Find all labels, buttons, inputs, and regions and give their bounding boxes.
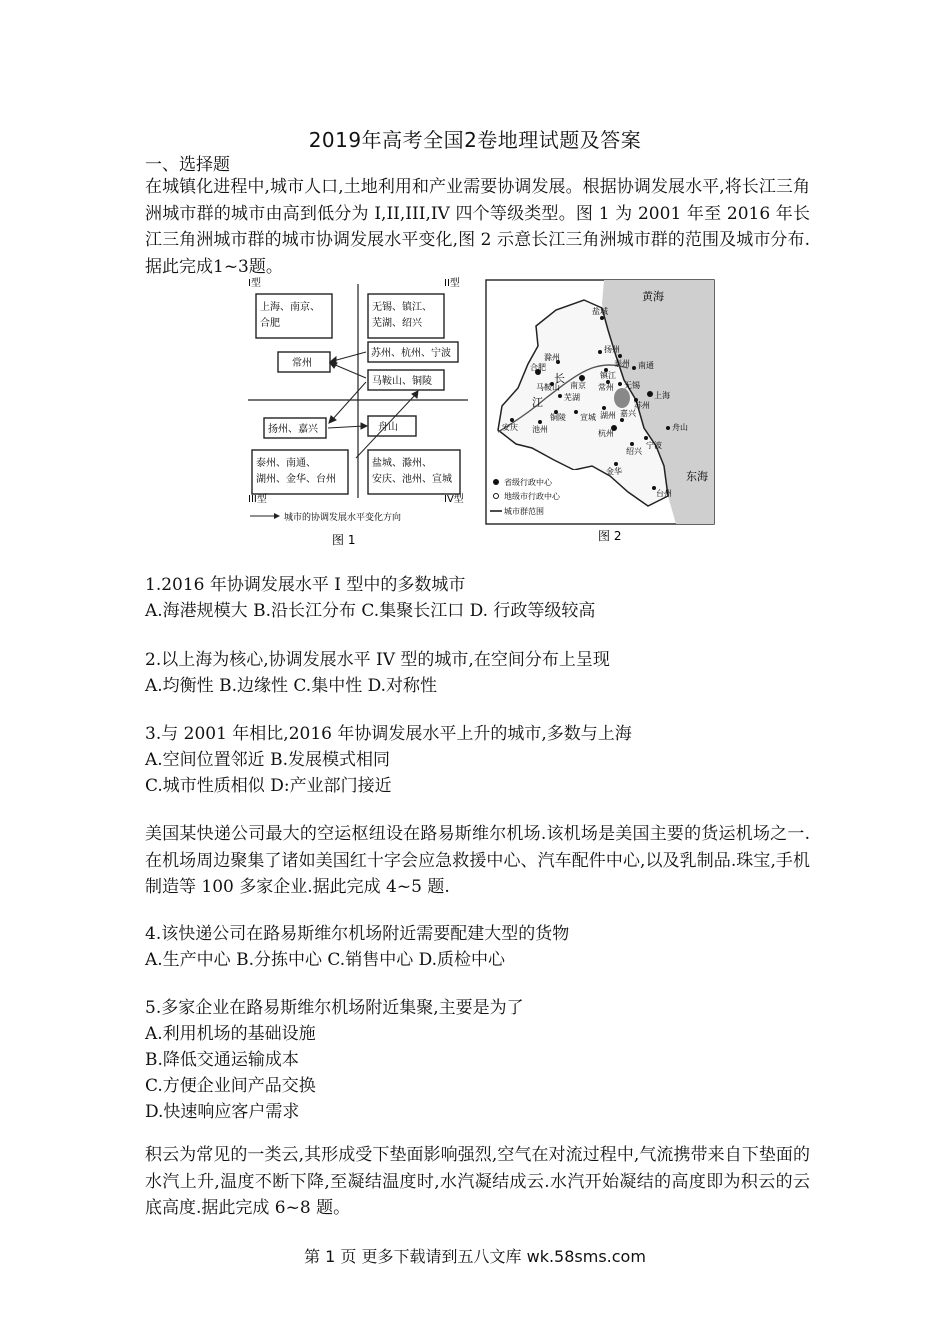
city-label: 湖州: [600, 411, 616, 420]
city-label: 南京: [570, 381, 586, 390]
question-1: [145, 572, 810, 624]
question-2-stem: 2.以上海为核心,协调发展水平 IV 型的城市,在空间分布上呈现: [145, 650, 610, 670]
question-4-options: A.生产中心 B.分拣中心 C.销售中心 D.质检中心: [145, 950, 506, 970]
city-label: 台州: [656, 489, 672, 498]
type-i-label: I型: [248, 278, 261, 289]
question-3: [145, 721, 810, 799]
question-4-stem: 4.该快递公司在路易斯维尔机场附近需要配建大型的货物: [145, 924, 570, 944]
question-2-options: A.均衡性 B.边缘性 C.集中性 D.对称性: [145, 676, 438, 696]
question-5-option-c: C.方便企业间产品交换: [145, 1076, 316, 1096]
box-type-i-line1: 上海、南京、: [260, 302, 320, 313]
section-heading: 一、选择题: [145, 155, 230, 175]
intro-paragraph-2: 美国某快递公司最大的空运枢纽设在路易斯维尔机场.该机场是美国主要的货运机场之一.在机场周边聚集了诸如美国红十字会应急救援中心、汽车配件中心,以及乳制品.珠宝,手机制造等 100 多家企业.据此完成 4~5 题.: [145, 824, 810, 897]
question-5-option-a: A.利用机场的基础设施: [145, 1024, 316, 1044]
figure-2-legend: [488, 470, 584, 522]
city-label: 常州: [598, 383, 614, 392]
intro-paragraph-3: 积云为常见的一类云,其形成受下垫面影响强烈,空气在对流过程中,气流携带来自下垫面的水汽上升,温度不断下降,至凝结温度时,水汽凝结成云.水汽开始凝结的高度即为积云的云底高度.据此完成 6~8 题。: [145, 1145, 810, 1218]
city-label: 盐城: [592, 307, 608, 316]
figure-2-caption: 图 2: [598, 529, 622, 543]
city-label: 滁州: [544, 353, 560, 362]
box-type-iii-line2: 湖州、金华、台州: [256, 474, 336, 485]
sea-label-yellow: 黄海: [642, 290, 664, 303]
box-maanshan-label: 马鞍山、铜陵: [372, 376, 432, 387]
question-3-stem: 3.与 2001 年相比,2016 年协调发展水平上升的城市,多数与上海: [145, 724, 632, 744]
city-label: 宣城: [580, 413, 596, 422]
city-label: 舟山: [672, 423, 688, 432]
city-label: 苏州: [634, 401, 650, 410]
city-label: 芜湖: [564, 393, 580, 402]
box-type-i-line2: 合肥: [260, 318, 280, 329]
city-label: 绍兴: [626, 447, 642, 456]
city-label: 安庆: [502, 423, 518, 432]
box-type-ii-line1: 无锡、镇江、: [372, 302, 432, 313]
city-label: 无锡: [624, 381, 640, 390]
figure-1: [248, 276, 468, 547]
change-arrows: [328, 352, 418, 458]
city-label: 马鞍山: [536, 383, 560, 392]
box-yangzhou-label: 扬州、嘉兴: [268, 424, 318, 435]
question-4: [145, 921, 810, 973]
question-5-option-d: D.快速响应客户需求: [145, 1102, 300, 1122]
river-label-1: 长: [554, 372, 565, 385]
question-5-stem: 5.多家企业在路易斯维尔机场附近集聚,主要是为了: [145, 998, 524, 1018]
box-type-i: [256, 294, 332, 338]
river-label-2: 江: [532, 396, 543, 409]
box-type-iii-line1: 泰州、南通、: [256, 458, 316, 469]
box-type-iii: [252, 450, 348, 494]
figure-2-map: [486, 280, 714, 543]
box-type-ii: [368, 294, 444, 338]
figure-1-legend: 城市的协调发展水平变化方向: [284, 513, 402, 523]
box-suzhou-label: 苏州、杭州、宁波: [371, 348, 451, 359]
city-label: 镇江: [600, 371, 616, 380]
box-zhoushan-label: 舟山: [378, 422, 398, 433]
city-label: 泰州: [614, 359, 630, 368]
question-1-stem: 1.2016 年协调发展水平 I 型中的多数城市: [145, 575, 466, 595]
box-changzhou-label: 常州: [292, 358, 312, 369]
city-label: 铜陵: [550, 413, 566, 422]
city-label: 合肥: [530, 363, 546, 372]
figure-block: [236, 270, 734, 552]
city-label: 扬州: [604, 345, 620, 354]
box-type-iv-line1: 盐城、滁州、: [372, 458, 432, 469]
question-1-options: A.海港规模大 B.沿长江分布 C.集聚长江口 D. 行政等级较高: [145, 601, 596, 621]
city-label: 金华: [606, 467, 622, 476]
city-label: 嘉兴: [620, 409, 636, 418]
legend-range: 城市群范围: [504, 507, 544, 516]
box-type-iv: [368, 450, 460, 494]
type-ii-label: II型: [444, 278, 460, 289]
question-3-options-2: C.城市性质相似 D:产业部门接近: [145, 776, 392, 796]
box-type-ii-line2: 芜湖、绍兴: [372, 318, 422, 329]
intro-paragraph-1: 在城镇化进程中,城市人口,土地利用和产业需要协调发展。根据协调发展水平,将长江三角洲城市群的城市由高到低分为 I,II,III,IV 四个等级类型。图 1 为 2001 年至 2016 年长江三角洲城市群的城市协调发展水平变化,图 2 示意长江三角洲城市群的范围及城市分布.据此完成1~3题。: [145, 177, 810, 277]
question-3-options-1: A.空间位置邻近 B.发展模式相同: [145, 750, 390, 770]
city-label: 南通: [638, 361, 654, 370]
city-label: 池州: [532, 425, 548, 434]
box-type-iv-line2: 安庆、池州、宣城: [372, 474, 452, 485]
taihu-lake: [614, 388, 630, 408]
question-5: [145, 995, 810, 1125]
page-footer: 第 1 页 更多下载请到五八文库 wk.58sms.com: [304, 1247, 646, 1266]
legend-provincial: 省级行政中心: [504, 478, 552, 487]
question-2: [145, 647, 810, 699]
document-title: 2019年高考全国2卷地理试题及答案: [308, 128, 642, 152]
figures-svg: [236, 270, 734, 552]
city-label: 宁波: [646, 441, 662, 450]
question-5-option-b: B.降低交通运输成本: [145, 1050, 299, 1070]
city-label: 上海: [654, 391, 670, 400]
type-iv-label: IV型: [444, 494, 464, 505]
type-iii-label: III型: [248, 494, 267, 505]
figure-1-caption: 图 1: [332, 533, 356, 547]
city-label: 杭州: [598, 429, 614, 438]
sea-label-east: 东海: [686, 470, 708, 483]
legend-prefecture: 地级市行政中心: [504, 492, 560, 501]
